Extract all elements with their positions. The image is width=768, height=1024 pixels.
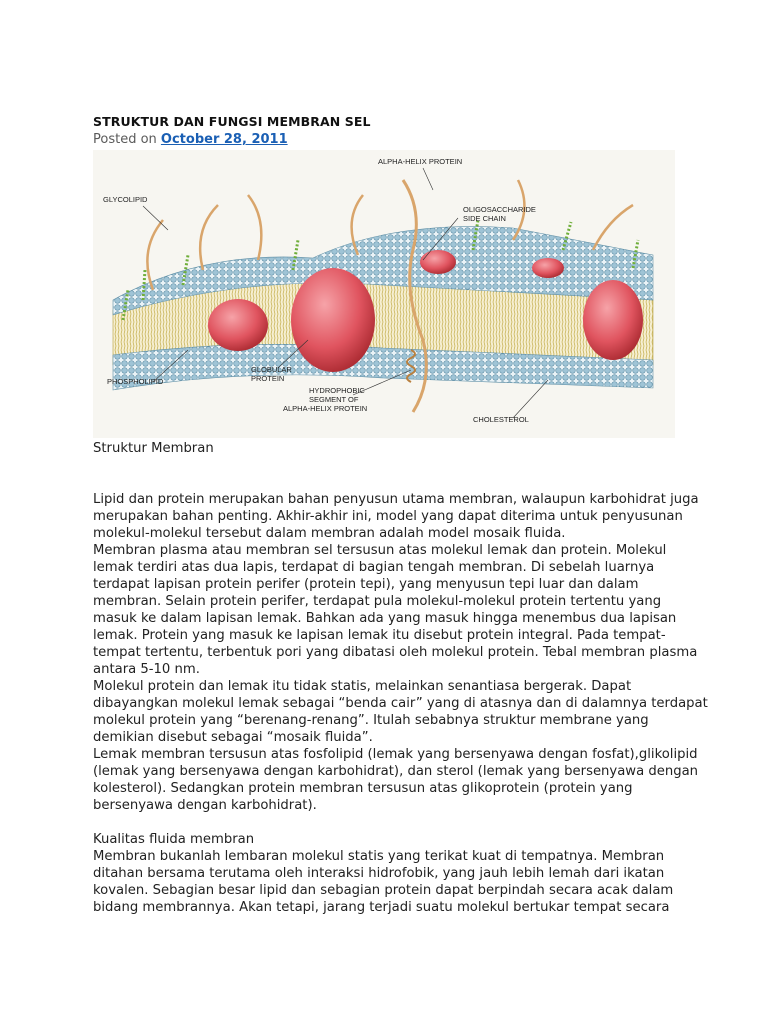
spacer — [93, 457, 683, 474]
label-glycolipid: GLYCOLIPID — [103, 195, 148, 204]
label-oligosaccharide: OLIGOSACCHARIDE — [463, 205, 536, 214]
globular-protein-mid — [532, 258, 564, 278]
membrane-diagram — [93, 150, 675, 438]
posted-on-label: Posted on — [93, 132, 157, 147]
text-line: kolesterol). Sedangkan protein membran tersusun atas glikoprotein (protein yang — [93, 781, 633, 796]
text-line: Molekul protein dan lemak itu tidak statis, melainkan senantiasa bergerak. Dapat — [93, 679, 632, 694]
label-globular: GLOBULAR — [251, 365, 292, 374]
text-line: Lipid dan protein merupakan bahan penyusun utama membran, walaupun karbohidrat juga — [93, 492, 699, 507]
text-line: lemak terdiri atas dua lapis, terdapat di bagian tengah membran. Di sebelah luarnya — [93, 560, 655, 575]
text-line: Lemak membran tersusun atas fosfolipid (lemak yang bersenyawa dengan fosfat),glikolipid — [93, 747, 698, 762]
globular-protein-top — [420, 250, 456, 274]
text-line: antara 5-10 nm. — [93, 662, 200, 677]
spacer — [93, 814, 683, 831]
label-globular-protein: PROTEIN — [251, 374, 285, 383]
label-alpha-helix: ALPHA-HELIX PROTEIN — [378, 157, 463, 166]
section-heading: Kualitas fluida membran — [93, 832, 255, 847]
label-side-chain: SIDE CHAIN — [463, 214, 506, 223]
globular-protein-large — [291, 268, 375, 372]
post-meta — [93, 132, 288, 147]
text-line: Membran bukanlah lembaran molekul statis yang terikat kuat di tempatnya. Membran — [93, 849, 665, 864]
membrane-illustration — [93, 150, 675, 438]
text-line: bersenyawa dengan karbohidrat). — [93, 798, 317, 813]
article-title: STRUKTUR DAN FUNGSI MEMBRAN SEL — [93, 114, 371, 129]
text-line: masuk ke dalam lapisan lemak. Bahkan ada yang masuk hingga menembus dua lapisan — [93, 611, 677, 626]
post-date-link[interactable]: October 28, 2011 — [160, 132, 288, 147]
label-cholesterol: CHOLESTEROL — [473, 415, 529, 424]
section-heading: Struktur Membran — [93, 441, 214, 456]
text-line: kovalen. Sebagian besar lipid dan sebagian protein dapat berpindah secara acak dalam — [93, 883, 674, 898]
label-alpha-helix-segment: ALPHA-HELIX PROTEIN — [283, 404, 368, 413]
text-line: dibayangkan molekul lemak sebagai “benda cair” yang di atasnya dan di dalamnya terdapat — [93, 696, 708, 711]
globular-protein-small — [208, 299, 268, 351]
text-line: Membran plasma atau membran sel tersusun atas molekul lemak dan protein. Molekul — [93, 543, 667, 558]
text-line: molekul protein yang “berenang-renang”. Itulah sebabnya struktur membrane yang — [93, 713, 649, 728]
text-line: (lemak yang bersenyawa dengan karbohidrat), dan sterol (lemak yang bersenyawa dengan — [93, 764, 699, 779]
text-line: molekul-molekul tersebut dalam membran adalah model mosaik fluida. — [93, 526, 566, 541]
spacer — [93, 474, 683, 491]
text-line: lemak. Protein yang masuk ke lapisan lemak itu disebut protein integral. Pada tempat- — [93, 628, 666, 643]
text-line: bidang membrannya. Akan tetapi, jarang terjadi suatu molekul bertukar tempat secara — [93, 900, 670, 915]
globular-protein-right — [583, 280, 643, 360]
text-line: demikian disebut sebagai “mosaik fluida”. — [93, 730, 373, 745]
text-line: terdapat lapisan protein perifer (protein tepi), yang menyusun tepi luar dan dalam — [93, 577, 639, 592]
text-line: tempat tertentu, terbentuk pori yang dibatasi oleh molekul protein. Tebal membran plasma — [93, 645, 698, 660]
text-line: ditahan bersama terutama oleh interaksi hidrofobik, yang jauh lebih lemah dari ikatan — [93, 866, 665, 881]
text-line: membran. Selain protein perifer, terdapat pula molekul-molekul protein tertentu yang — [93, 594, 662, 609]
label-hydrophobic: HYDROPHOBIC — [309, 386, 365, 395]
text-line: merupakan bahan penting. Akhir-akhir ini, model yang dapat diterima untuk penyusunan — [93, 509, 683, 524]
article-body — [93, 440, 708, 916]
label-phospholipid: PHOSPHOLIPID — [107, 377, 164, 386]
label-segment-of: SEGMENT OF — [309, 395, 359, 404]
